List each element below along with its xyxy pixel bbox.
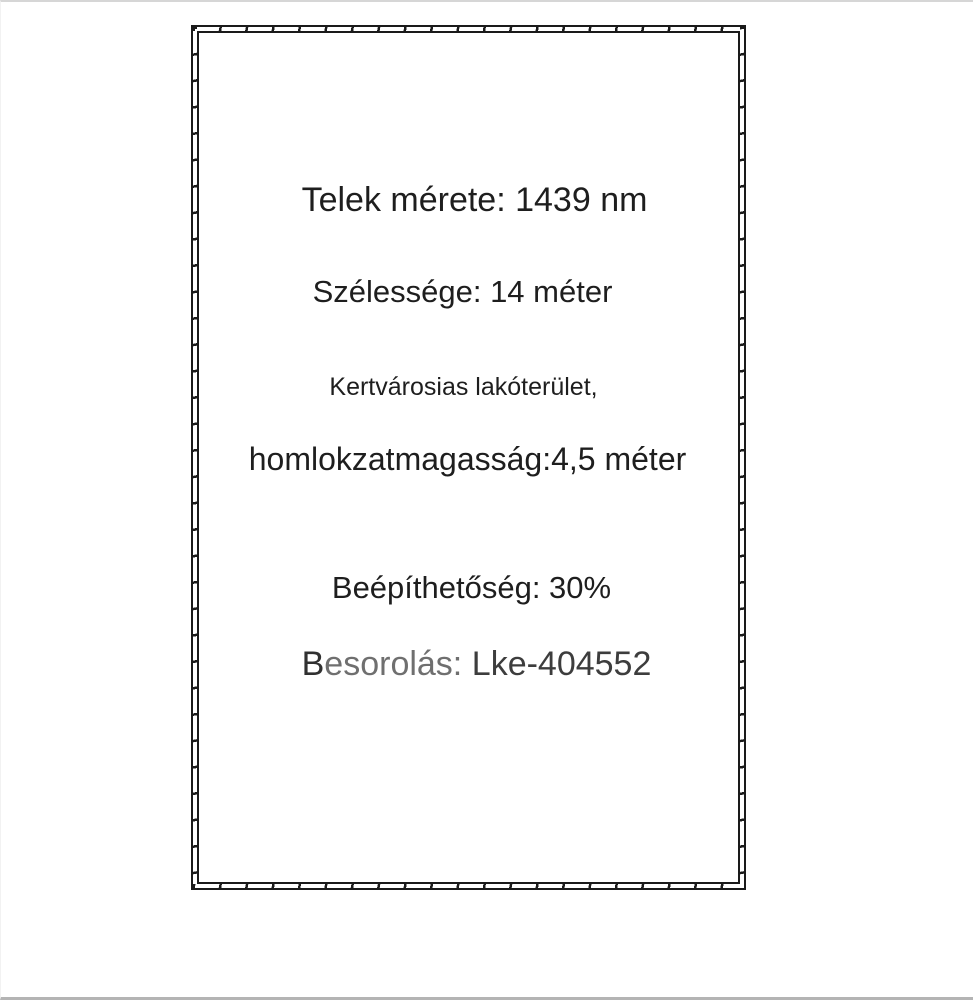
classification-label: Besorolás: [301, 645, 463, 683]
classification-text [199, 647, 754, 681]
facade-height-text: homlokzatmagasság:4,5 méter [248, 441, 687, 477]
frame-hatch-bottom [193, 884, 744, 888]
classification-value: Lke-404552 [471, 645, 652, 683]
buildability-text: Beépíthetőség: 30% [331, 570, 612, 605]
plot-size-text: Telek mérete: 1439 nm [301, 181, 648, 219]
plot-width-text: Szélessége: 14 méter [312, 274, 613, 309]
zoning-text: Kertvárosias lakóterület, [329, 373, 598, 401]
